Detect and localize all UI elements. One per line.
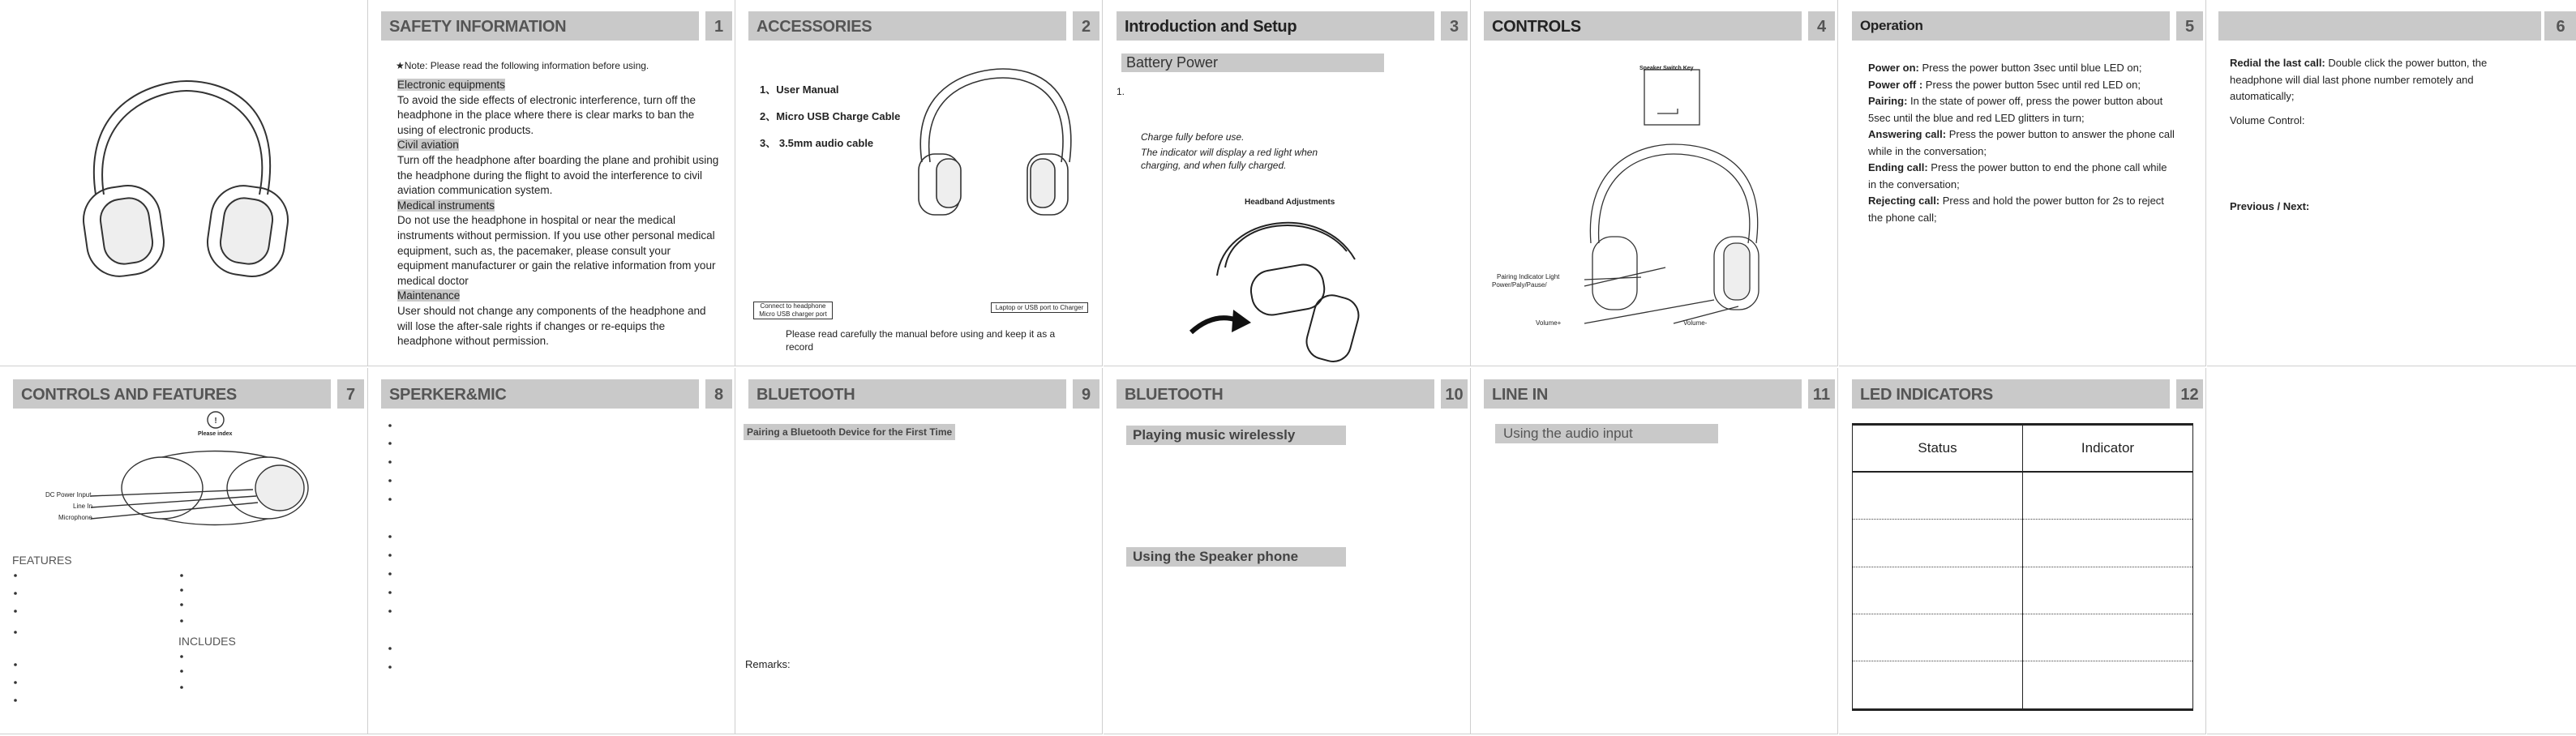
- page-number-box: [1441, 11, 1468, 41]
- headphone-side-illustration: [0, 368, 368, 734]
- speaker-switch-label: Speaker Switch Key: [1639, 66, 1694, 71]
- panel-header: [748, 379, 1066, 409]
- section-label: Maintenance: [397, 289, 461, 302]
- panel-title: Operation: [1860, 18, 1923, 33]
- keep-note: Please read carefully the manual before using and keep it as a record: [786, 328, 1056, 353]
- panel-header: [1117, 11, 1434, 41]
- panel-title: ACCESSORIES: [757, 18, 872, 36]
- section-text: Turn off the headphone after boarding the plane and prohibit using the headphone during the flight to avoid the interference to civil aviation communication system.: [397, 153, 719, 197]
- page-number: 2: [1081, 18, 1091, 36]
- page-number-box: [1073, 379, 1099, 409]
- section-label: Medical instruments: [397, 199, 495, 212]
- operation-item: Power off : Press the power button 5sec until red LED on;: [1868, 78, 2141, 91]
- table-row: [1853, 519, 2192, 520]
- section-text: To avoid the side effects of electronic interference, turn off the headphone in the place where there is clear marks to ban the using of electronic products.: [397, 93, 696, 136]
- volume-control-label: Volume Control:: [2230, 114, 2305, 126]
- led-table: [1852, 423, 2193, 711]
- section-label: Civil aviation: [397, 139, 459, 152]
- label-volume-up: Volume+: [1536, 319, 1562, 327]
- subheading-music: Playing music wirelessly: [1126, 426, 1346, 445]
- safety-body: [397, 78, 722, 349]
- panel-header: [381, 379, 699, 409]
- panel-title: Introduction and Setup: [1125, 18, 1297, 36]
- section-label: Electronic equipments: [397, 79, 505, 91]
- panel-led-indicators: [1839, 368, 2206, 734]
- step-number: 1.: [1117, 86, 1125, 97]
- panel-blank: [2207, 368, 2576, 734]
- page-number: 12: [2180, 386, 2199, 404]
- panel-header: [1117, 379, 1434, 409]
- headband-illustration: [1104, 203, 1471, 365]
- page-number-box: [1808, 379, 1835, 409]
- includes-heading: INCLUDES: [178, 635, 236, 648]
- panel-accessories: [735, 0, 1103, 366]
- panel-header: [1484, 379, 1802, 409]
- page-number-box: [1441, 379, 1468, 409]
- redial-text: Redial the last call: Double click the power button, the headphone will dial last phone number remotely and automatically;: [2230, 57, 2488, 102]
- column-header-status: Status: [1918, 440, 1957, 456]
- page-number: 8: [714, 386, 724, 404]
- operation-item: Answering call: Press the power button to answer the phone call while in the conversation;: [1868, 128, 2175, 157]
- label-power: Power/Paly/Pause/: [1492, 281, 1547, 289]
- page-number-box: [2176, 379, 2203, 409]
- subheading-speakerphone: Using the Speaker phone: [1126, 547, 1346, 567]
- page-number: 1: [714, 18, 724, 36]
- page-number: 7: [345, 386, 356, 404]
- bullet-list: [368, 368, 417, 734]
- panel-title: SAFETY INFORMATION: [389, 18, 567, 36]
- panel-speaker-mic: [368, 368, 735, 734]
- remarks-label: Remarks:: [745, 658, 791, 670]
- operation-item: Ending call: Press the power button to end the phone call while in the conversation;: [1868, 161, 2167, 190]
- page-number: 6: [2556, 18, 2565, 36]
- page-number-box: [2176, 11, 2203, 41]
- panel-controls-features: [0, 368, 368, 734]
- label-volume-down: Volume-: [1683, 319, 1708, 327]
- panel-header: [1852, 11, 2170, 41]
- panel-cover: [0, 0, 368, 366]
- subheading: Battery Power: [1121, 53, 1384, 72]
- panel-title: CONTROLS: [1492, 18, 1581, 36]
- features-heading: FEATURES: [12, 554, 72, 567]
- cable-caption-2: Laptop or USB port to Charger: [991, 302, 1088, 313]
- panel-header: [1852, 379, 2170, 409]
- panel-title: BLUETOOTH: [757, 386, 855, 404]
- page-number-box: [705, 379, 732, 409]
- subheading: Pairing a Bluetooth Device for the First Time: [744, 424, 955, 440]
- subheading: Using the audio input: [1495, 424, 1718, 443]
- section-text: User should not change any components of the headphone and will lose the after-sale rights if changes or re-equips the headphone without permission.: [397, 304, 706, 348]
- note: ★Note: Please read the following information before using.: [396, 60, 649, 71]
- section-text: Do not use the headphone in hospital or near the medical instruments without permission. If you use other personal medical equipment, such as, the pacemaker, please consult your equipment manufacturer or gain the relative information from your medical doctor: [397, 214, 716, 287]
- accessory-item: 2、Micro USB Charge Cable: [760, 110, 901, 122]
- page-number: 9: [1081, 386, 1091, 404]
- controls-illustration: [1471, 0, 1838, 366]
- svg-text:!: !: [214, 417, 217, 426]
- page-number: 11: [1812, 386, 1831, 404]
- page-number: 5: [2184, 18, 2195, 36]
- panel-bluetooth-2: [1104, 368, 1471, 734]
- operation-list: [1868, 60, 2176, 226]
- accessory-item: 3、 3.5mm audio cable: [760, 137, 874, 149]
- panel-title: LED INDICATORS: [1860, 386, 1993, 404]
- accessory-item: 1、User Manual: [760, 83, 839, 96]
- page-number: 4: [1816, 18, 1827, 36]
- panel-intro: [1104, 0, 1471, 366]
- charge-line-1: Charge fully before use.: [1141, 131, 1245, 143]
- operation-item: Power on: Press the power button 3sec until blue LED on;: [1868, 62, 2142, 74]
- panel-safety: [368, 0, 735, 366]
- label-microphone: Microphone: [58, 514, 92, 521]
- panel-title: CONTROLS AND FEATURES: [21, 386, 237, 404]
- headband-label: Headband Adjustments: [1245, 198, 1335, 207]
- operation-item: Rejecting call: Press and hold the power button for 2s to reject the phone call;: [1868, 195, 2164, 224]
- panel-title: BLUETOOTH: [1125, 386, 1224, 404]
- panel-line-in: [1471, 368, 1838, 734]
- panel-header: [381, 11, 699, 41]
- operation-item: Pairing: In the state of power off, press the power button about 5sec until the blue and red LED glitters in turn;: [1868, 95, 2163, 124]
- panel-controls: [1471, 0, 1838, 366]
- charge-line-2: The indicator will display a red light when charging, and when fully charged.: [1141, 147, 1318, 171]
- headphone-illustration: [0, 0, 368, 366]
- panel-title: SPERKER&MIC: [389, 386, 507, 404]
- panel-operation: [1839, 0, 2206, 366]
- label-dc-power: DC Power Input: [45, 491, 92, 499]
- page-number: 10: [1445, 386, 1464, 404]
- headphone-illustration: [735, 0, 1103, 243]
- column-header-indicator: Indicator: [2081, 440, 2135, 456]
- page-number-box: [2544, 11, 2576, 41]
- panel-operation-2: [2207, 0, 2576, 366]
- label-line-in: Line In: [73, 503, 93, 510]
- press-label: Please index: [198, 431, 233, 437]
- panel-title: LINE IN: [1492, 386, 1549, 404]
- previous-next-label: Previous / Next:: [2230, 200, 2310, 212]
- label-pairing-light: Pairing Indicator Light: [1497, 273, 1560, 280]
- panel-bluetooth-1: [735, 368, 1103, 734]
- panel-header: [2218, 11, 2541, 41]
- page-number: 3: [1449, 18, 1459, 36]
- cable-caption-1: Connect to headphone Micro USB charger port: [753, 302, 833, 319]
- page-number-box: [705, 11, 732, 41]
